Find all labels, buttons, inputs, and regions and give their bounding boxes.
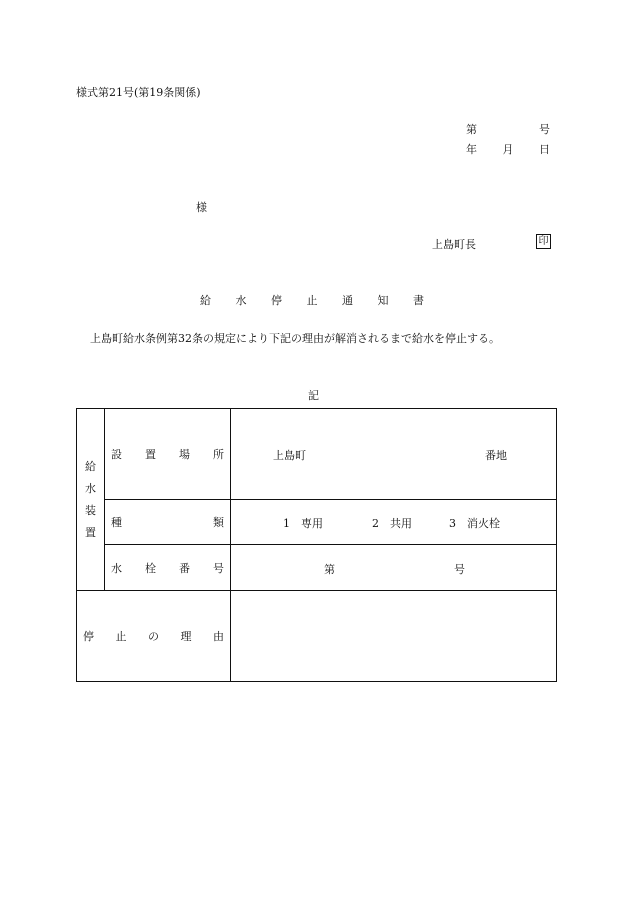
label-hydrant-number xyxy=(105,545,231,591)
details-table xyxy=(76,408,557,682)
addressee-suffix: 様 xyxy=(196,201,207,214)
title-char: 知 xyxy=(377,294,389,307)
location-town: 上島町 xyxy=(273,449,306,462)
label-char: 由 xyxy=(213,630,224,643)
seal-mark xyxy=(536,234,551,249)
document-date xyxy=(466,141,550,157)
label-char: 場 xyxy=(179,448,190,461)
label-char: 理 xyxy=(180,630,192,643)
doc-number-suffix: 号 xyxy=(539,123,550,136)
group-label-char: 置 xyxy=(85,525,96,539)
form-number: 様式第21号(第19条関係) xyxy=(76,86,201,99)
document-number xyxy=(466,121,550,137)
label-char: 置 xyxy=(145,448,156,461)
group-label-water-device xyxy=(77,409,105,591)
label-char: 設 xyxy=(111,448,122,461)
label-char: 停 xyxy=(83,630,94,643)
installation-location-field[interactable] xyxy=(231,409,557,500)
label-char: 止 xyxy=(115,630,127,643)
label-char: 所 xyxy=(213,448,224,461)
group-label-char: 給 xyxy=(85,459,96,473)
hydrant-number-field[interactable] xyxy=(231,545,557,591)
body-text: 上島町給水条例第32条の規定により下記の理由が解消されるまで給水を停止する。 xyxy=(90,332,500,345)
group-label-char: 水 xyxy=(85,481,96,495)
ki-heading: 記 xyxy=(308,389,319,402)
document-title xyxy=(200,292,424,308)
title-char: 停 xyxy=(271,294,282,307)
hydrant-number-prefix: 第 xyxy=(324,563,335,576)
title-char: 給 xyxy=(200,294,211,307)
location-banchi: 番地 xyxy=(485,449,507,462)
type-options xyxy=(231,500,557,545)
label-installation-location xyxy=(105,409,231,500)
date-year: 年 xyxy=(466,143,477,156)
label-char: 番 xyxy=(179,561,190,575)
type-option-shared[interactable]: 2 共用 xyxy=(372,517,412,530)
stop-reason-field[interactable] xyxy=(231,591,557,682)
label-char: 類 xyxy=(213,516,224,529)
label-char: 号 xyxy=(213,561,224,575)
date-day: 日 xyxy=(539,143,550,156)
type-option-private[interactable]: 1 専用 xyxy=(283,517,323,530)
title-char: 通 xyxy=(342,294,353,307)
seal-icon: 印 xyxy=(536,234,551,249)
label-char: の xyxy=(148,630,159,643)
type-option-fire-hydrant[interactable]: 3 消火栓 xyxy=(449,517,500,530)
hydrant-number-suffix: 号 xyxy=(454,563,465,576)
label-type xyxy=(105,500,231,545)
title-char: 止 xyxy=(306,294,318,307)
title-char: 書 xyxy=(413,294,424,307)
sender-title: 上島町長 xyxy=(432,238,476,251)
group-label-char: 装 xyxy=(85,503,96,517)
doc-number-prefix: 第 xyxy=(466,123,477,136)
date-month: 月 xyxy=(502,143,514,156)
label-char: 水 xyxy=(111,561,122,575)
label-char: 栓 xyxy=(145,561,156,575)
title-char: 水 xyxy=(235,294,247,307)
label-char: 種 xyxy=(111,516,122,529)
label-stop-reason xyxy=(77,591,231,682)
